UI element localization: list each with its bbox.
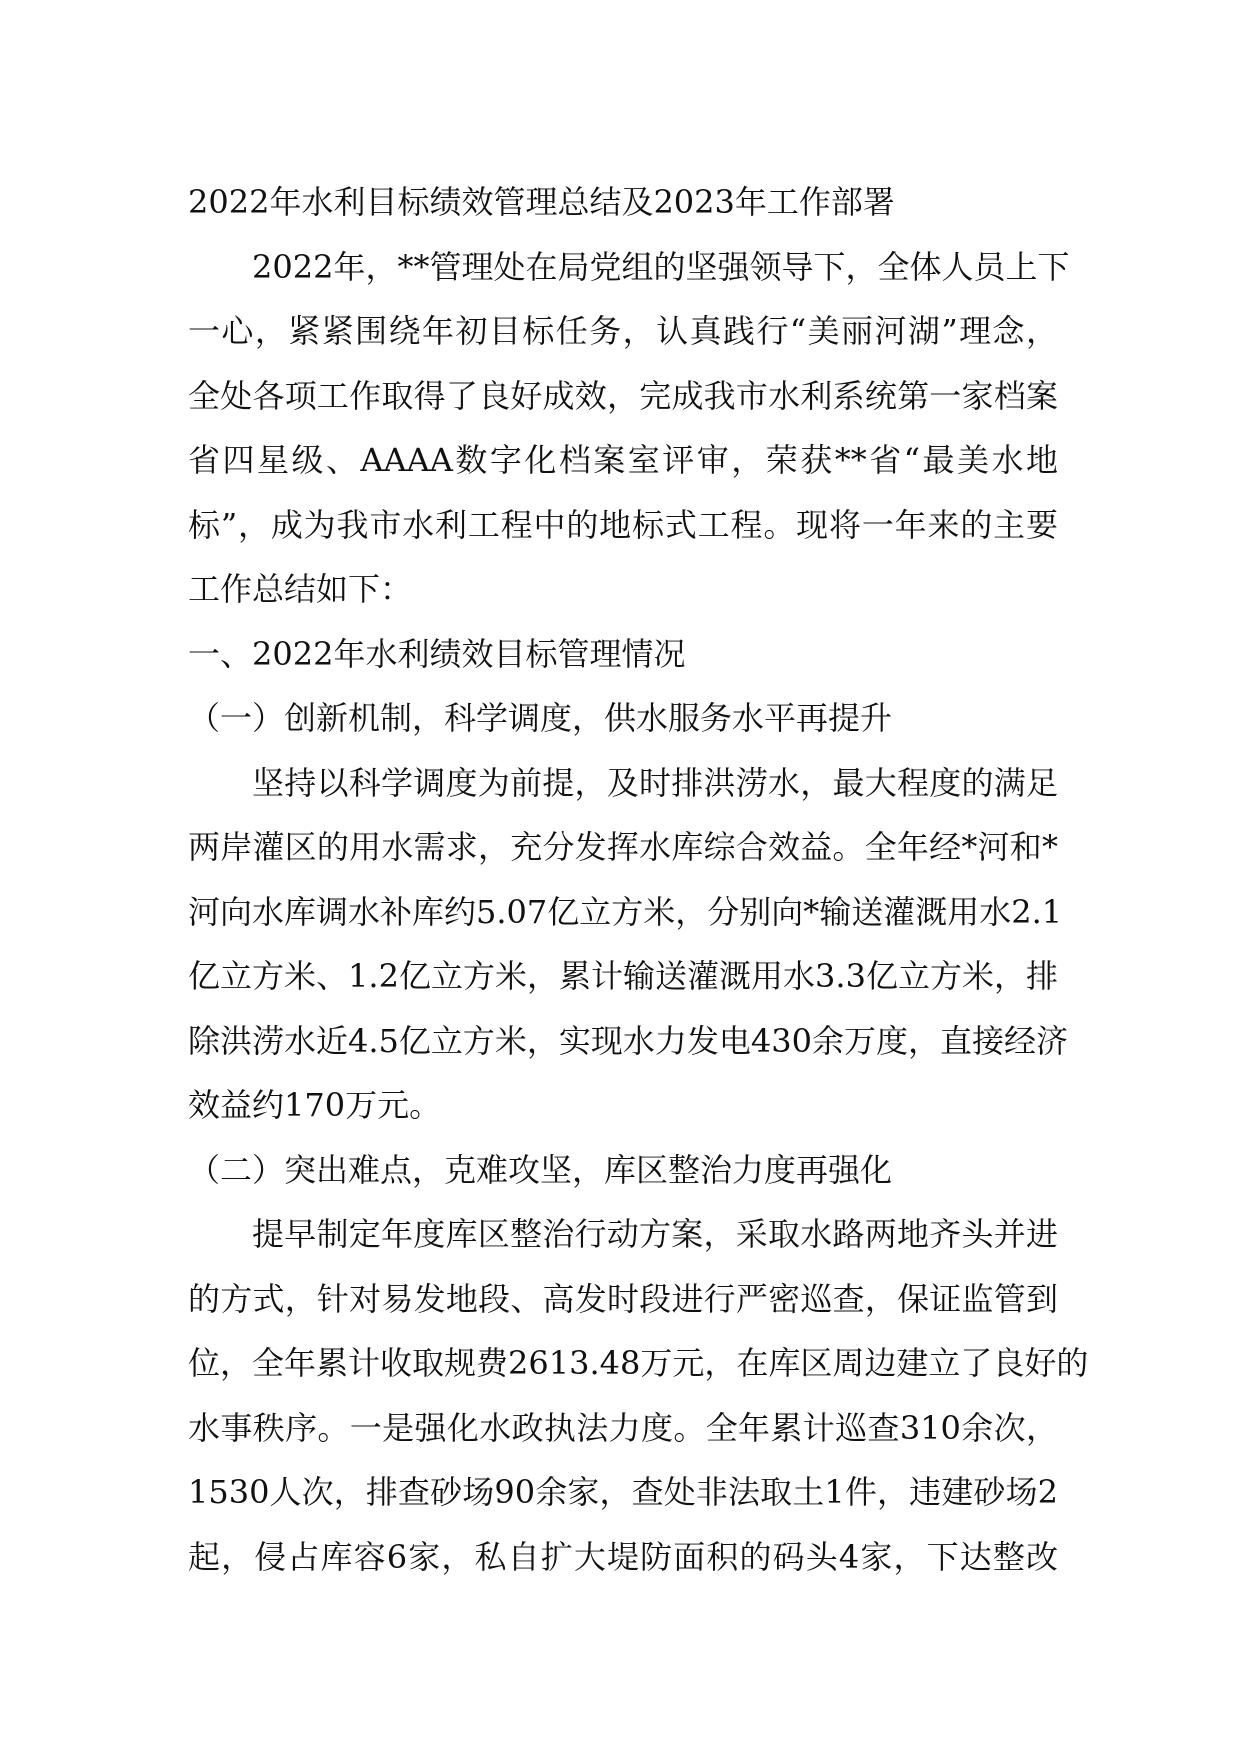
paragraph-line: 起，侵占库容6家，私自扩大堤防面积的码头4家，下达整改: [188, 1537, 1058, 1576]
paragraph-line: 河向水库调水补库约5.07亿立方米，分别向*输送灌溉用水2.1: [188, 892, 1063, 931]
paragraph-line: 的方式，针对易发地段、高发时段进行严密巡查，保证监管到: [188, 1279, 1058, 1318]
paragraph-line: 全处各项工作取得了良好成效，完成我市水利系统第一家档案: [188, 376, 1058, 415]
paragraph-line: 工作总结如下：: [188, 570, 413, 608]
paragraph-line: 坚持以科学调度为前提，及时排洪涝水，最大程度的满足: [252, 763, 1058, 802]
paragraph-line: 省四星级、AAAA数字化档案室评审，荣获**省“最美水地: [188, 441, 1058, 479]
paragraph-line: 除洪涝水近4.5亿立方米，实现水力发电430余万度，直接经济: [188, 1021, 1068, 1060]
paragraph-line: 位，全年累计收取规费2613.48万元，在库区周边建立了良好的: [188, 1344, 1089, 1382]
paragraph-line: 2022年，**管理处在局党组的坚强领导下，全体人员上下: [252, 247, 1070, 286]
paragraph-line: 效益约170万元。: [188, 1086, 442, 1124]
document-body: [188, 170, 1089, 1589]
paragraph-line: 两岸灌区的用水需求，充分发挥水库综合效益。全年经*河和*: [188, 828, 1058, 866]
subsection-heading: （一）创新机制，科学调度，供水服务水平再提升: [188, 699, 893, 737]
paragraph-line: 标”，成为我市水利工程中的地标式工程。现将一年来的主要: [188, 505, 1058, 544]
subsection-2-paragraph: [188, 1202, 1089, 1589]
document-title: 2022年水利目标绩效管理总结及2023年工作部署: [188, 183, 895, 221]
intro-paragraph: [188, 235, 1070, 622]
subsection-heading: （二）突出难点，克难攻坚，库区整治力度再强化: [188, 1150, 893, 1189]
paragraph-line: 水事秩序。一是强化水政执法力度。全年累计巡查310余次，: [188, 1408, 1058, 1447]
subsection-1-paragraph: [188, 751, 1068, 1138]
paragraph-line: 一心，紧紧围绕年初目标任务，认真践行“美丽河湖”理念，: [188, 312, 1058, 350]
paragraph-line: 1530人次，排查砂场90余家，查处非法取土1件，违建砂场2: [188, 1473, 1058, 1511]
section-heading: 一、2022年水利绩效目标管理情况: [188, 634, 686, 673]
paragraph-line: 提早制定年度库区整治行动方案，采取水路两地齐头并进: [252, 1215, 1058, 1253]
paragraph-line: 亿立方米、1.2亿立方米，累计输送灌溉用水3.3亿立方米，排: [188, 957, 1058, 995]
